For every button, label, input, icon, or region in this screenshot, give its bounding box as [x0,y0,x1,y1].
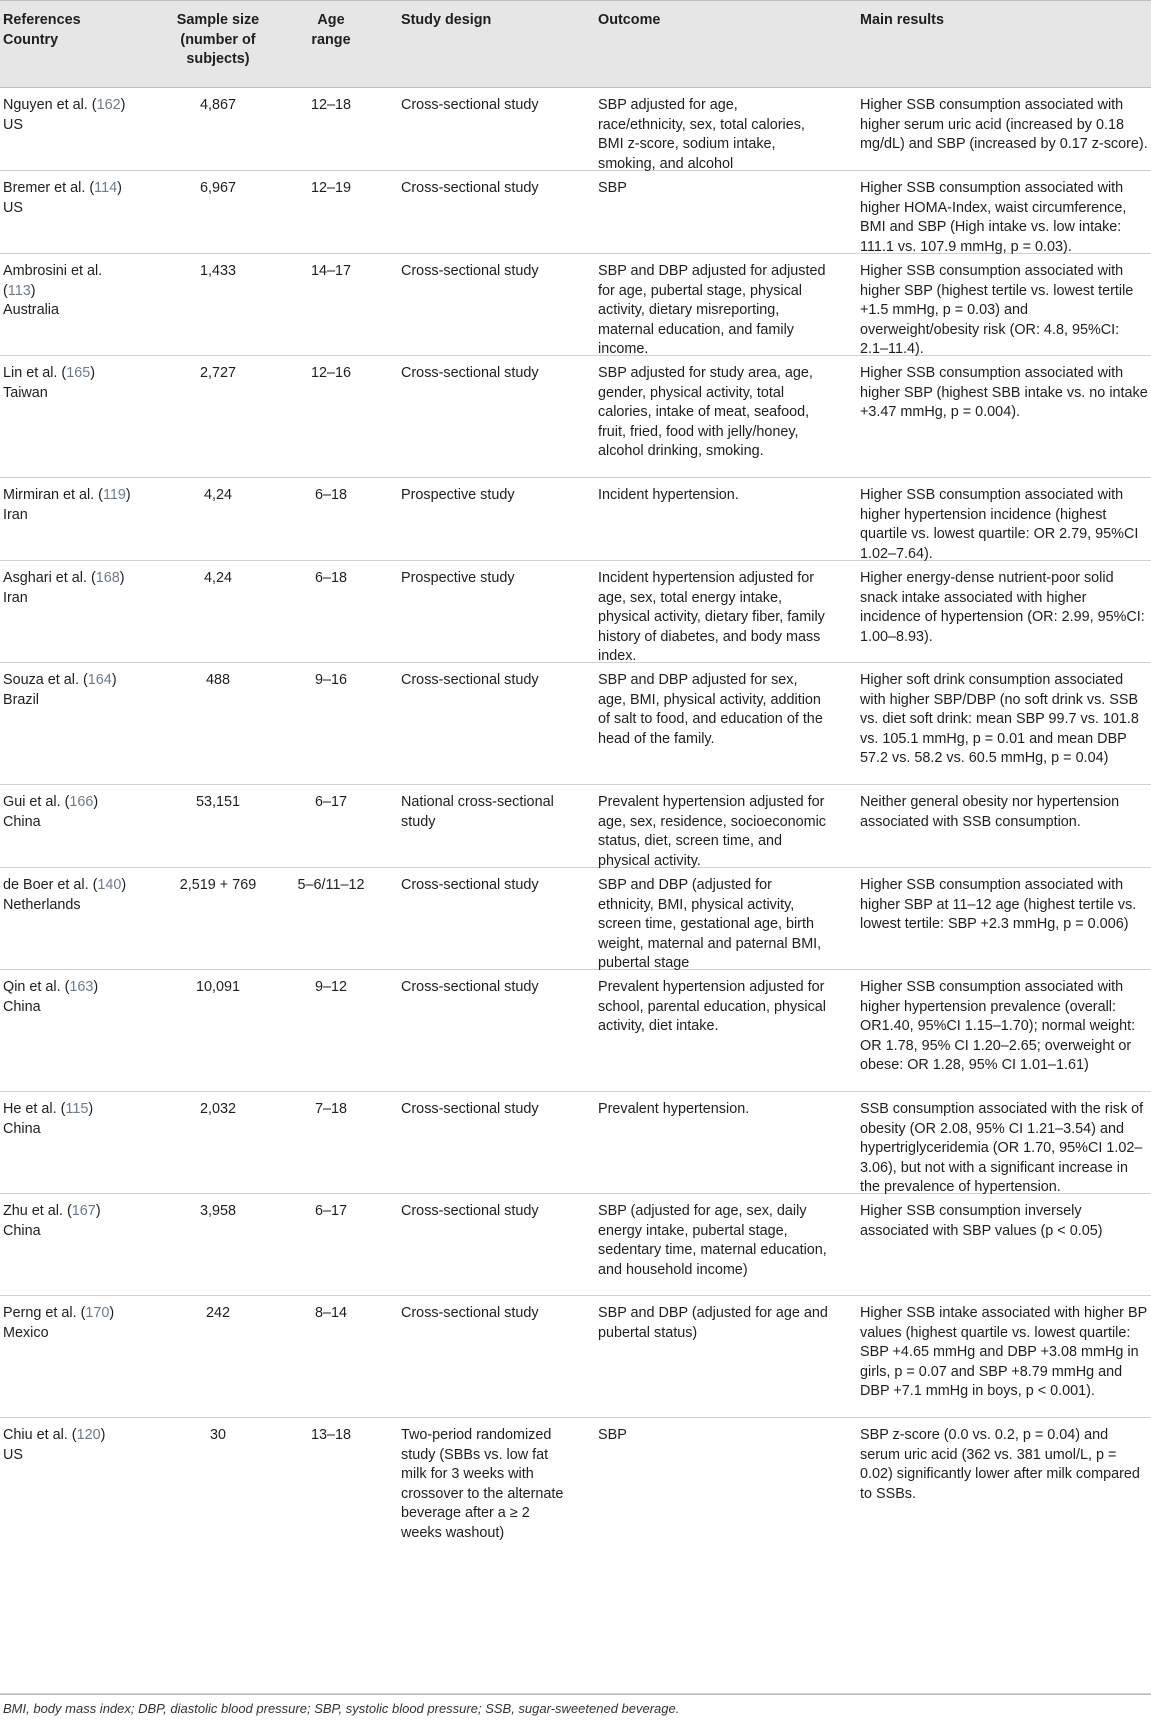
cell-country: China [3,813,41,830]
citation-link[interactable]: 114 [94,180,118,196]
citation-close: ) [93,794,99,810]
cell-outcome: Incident hypertension. [598,487,739,503]
header-age-range: Age range [311,12,351,48]
cell-study-design: Cross-sectional study [401,1203,539,1219]
cell-country: Brazil [3,691,39,708]
table-row [0,1418,1151,1694]
citation-link[interactable]: 115 [65,1101,89,1117]
table-row [0,254,1151,356]
cell-sample-size: 2,032 [199,1101,236,1117]
cell-reference [3,262,133,321]
cell-sample-size: 53,151 [195,794,240,810]
citation-link[interactable]: 165 [66,365,91,381]
citation-close: ) [30,282,36,299]
header-outcome: Outcome [598,12,661,28]
cell-sample-size: 2,727 [199,365,236,381]
cell-main-results: Higher energy-dense nutrient-poor solid snack intake associated with higher incidence of hypertension (OR: 2.99, 95%CI: 1.00–8.93). [860,570,1145,645]
author-name: Gui et al. ( [3,794,70,810]
cell-reference [3,96,133,135]
cell-study-design: Cross-sectional study [401,877,539,893]
citation-link[interactable]: 119 [102,487,126,503]
cell-study-design: Prospective study [401,487,515,503]
table-row [0,1194,1151,1296]
citation-close: ) [90,365,96,381]
author-name: Mirmiran et al. ( [3,487,103,503]
cell-outcome: SBP and DBP adjusted for adjusted for age, pubertal stage, physical activity, dietary misreporting, maternal education, and family income. [598,263,826,357]
author-name: Perng et al. ( [3,1305,86,1321]
reference-author [3,1426,133,1446]
cell-reference [3,671,133,710]
cell-main-results: SSB consumption associated with the risk of obesity (OR 2.08, 95% CI 1.21–3.54) and hypertriglyceridemia (OR 1.70, 95%CI 1.02–3.06), but not with a significant increase in the prevalence of hypertension. [860,1101,1144,1195]
citation-close: ) [95,1203,101,1219]
cell-study-design: Cross-sectional study [401,1101,539,1117]
author-name: Ambrosini et al. ( [3,263,103,299]
author-name: de Boer et al. ( [3,877,98,893]
cell-study-design: Cross-sectional study [401,365,539,381]
cell-main-results: Neither general obesity nor hypertension associated with SSB consumption. [860,794,1120,830]
table-row [0,785,1151,868]
cell-study-design: National cross-sectional study [401,794,554,830]
table-row [0,171,1151,254]
cell-country: China [3,998,41,1015]
cell-reference [3,364,133,403]
header-study-design: Study design [401,12,492,28]
cell-study-design: Two-period randomized study (SBBs vs. low fat milk for 3 weeks with crossover to the alternate beverage after a ≥ 2 weeks washout) [401,1427,564,1541]
cell-age-range: 6–18 [314,487,347,503]
cell-study-design: Cross-sectional study [401,979,539,995]
cell-sample-size: 10,091 [195,979,240,995]
table-row [0,1092,1151,1194]
cell-age-range: 5–6/11–12 [297,877,365,893]
author-name: Asghari et al. ( [3,570,96,586]
cell-outcome: SBP (adjusted for age, sex, daily energy intake, pubertal stage, sedentary time, maternal education, and household income) [598,1203,827,1278]
cell-age-range: 12–18 [310,97,352,113]
author-name: Chiu et al. ( [3,1427,77,1443]
cell-main-results: Higher SSB consumption associated with higher SBP (highest SBB intake vs. no intake +3.47 mmHg, p = 0.004). [860,365,1148,420]
cell-reference [3,978,133,1017]
table-row [0,1296,1151,1418]
citation-link[interactable]: 120 [76,1427,101,1443]
cell-country: Iran [3,506,28,523]
cell-outcome: SBP [598,180,627,196]
table-row [0,663,1151,785]
reference-author [3,486,133,506]
cell-outcome: Prevalent hypertension adjusted for age, sex, residence, socioeconomic status, diet, screen time, and physical activity. [598,794,826,869]
cell-country: US [3,1446,23,1463]
cell-country: US [3,116,23,133]
reference-author [3,1100,133,1120]
reference-author [3,364,133,384]
cell-country: China [3,1222,41,1239]
reference-author [3,96,133,116]
cell-outcome: Prevalent hypertension. [598,1101,750,1117]
citation-close: ) [111,672,117,688]
cell-age-range: 6–17 [314,794,347,810]
citation-link[interactable]: 163 [69,979,94,995]
header-references: References Country [3,12,81,48]
author-name: Souza et al. ( [3,672,88,688]
table-row [0,478,1151,561]
cell-sample-size: 488 [205,672,230,688]
cell-age-range: 13–18 [310,1427,352,1443]
citation-close: ) [93,979,99,995]
reference-author [3,262,133,301]
citation-close: ) [125,487,131,503]
citation-link[interactable]: 113 [7,282,31,299]
cell-country: US [3,199,23,216]
cell-reference [3,486,133,525]
header-main-results: Main results [860,12,944,28]
cell-sample-size: 4,24 [203,487,232,503]
cell-age-range: 8–14 [314,1305,347,1321]
cell-sample-size: 6,967 [199,180,236,196]
cell-reference [3,569,133,608]
cell-study-design: Cross-sectional study [401,263,539,279]
cell-sample-size: 4,24 [203,570,232,586]
cell-main-results: Higher SSB consumption associated with higher hypertension prevalence (overall: OR1.40, 95%CI 1.15–1.70); normal weight: OR 1.78, 95% CI 1.20–2.65; overweight or obese: OR 1.28, 95% CI 1.01–1.61) [860,979,1136,1073]
reference-author [3,671,133,691]
cell-main-results: Higher SSB consumption associated with higher HOMA-Index, waist circumference, BMI and SBP (High intake vs. low intake: 111.1 vs. 107.9 mmHg, p = 0.03). [860,180,1127,255]
author-name: He et al. ( [3,1101,66,1117]
author-name: Lin et al. ( [3,365,67,381]
cell-outcome: SBP and DBP (adjusted for ethnicity, BMI, physical activity, screen time, gestational age, birth weight, maternal and paternal BMI, pubertal stage [598,877,822,971]
reference-author [3,793,133,813]
citation-link[interactable]: 166 [69,794,94,810]
cell-outcome: SBP and DBP adjusted for sex, age, BMI, physical activity, addition of salt to food, and education of the head of the family. [598,672,823,747]
table-row [0,868,1151,970]
citation-close: ) [88,1101,94,1117]
cell-sample-size: 242 [205,1305,230,1321]
cell-main-results: Higher SSB consumption associated with higher SBP at 11–12 age (highest tertile vs. lowest tertile: SBP +2.3 mmHg, p = 0.006) [860,877,1137,932]
cell-main-results: Higher SSB consumption associated with higher hypertension incidence (highest quartile vs. lowest quartile: OR 2.79, 95%CI 1.02–7.64). [860,487,1139,562]
reference-author [3,978,133,998]
author-name: Nguyen et al. ( [3,97,97,113]
table-header [0,0,1151,88]
cell-reference [3,1304,133,1343]
cell-main-results: Higher soft drink consumption associated with higher SBP/DBP (no soft drink vs. SSB vs. diet soft drink: mean SBP 99.7 vs. 101.8 vs. 105.1 mmHg, p = 0.01 and mean DBP 57.2 vs. 58.2 vs. 60.5 mmHg, p = 0.04) [860,672,1139,766]
cell-outcome: SBP [598,1427,627,1443]
cell-study-design: Cross-sectional study [401,180,539,196]
cell-age-range: 12–16 [310,365,352,381]
author-name: Zhu et al. ( [3,1203,72,1219]
cell-country: Mexico [3,1324,49,1341]
header-sample-size: Sample size (number of subjects) [176,12,260,67]
cell-sample-size: 1,433 [199,263,236,279]
reference-author [3,1202,133,1222]
cell-main-results: Higher SSB consumption associated with higher SBP (highest tertile vs. lowest tertile +1.5 mmHg, p = 0.03) and overweight/obesity risk (OR: 4.8, 95%CI: 2.1–11.4). [860,263,1134,357]
cell-age-range: 7–18 [314,1101,347,1117]
table-bottom-rule [0,1694,1151,1695]
cell-main-results: Higher SSB consumption associated with higher serum uric acid (increased by 0.18 mg/dL) and SBP (increased by 0.17 z-score). [860,97,1148,152]
cell-reference [3,1202,133,1241]
citation-link[interactable]: 168 [95,570,120,586]
citation-close: ) [100,1427,106,1443]
citation-link[interactable]: 140 [97,877,122,893]
citation-close: ) [119,570,125,586]
cell-sample-size: 4,867 [199,97,236,113]
cell-age-range: 12–19 [310,180,352,196]
cell-main-results: SBP z-score (0.0 vs. 0.2, p = 0.04) and serum uric acid (362 vs. 381 umol/L, p = 0.02) significantly lower after milk compared to SSBs. [860,1427,1140,1502]
author-name: Bremer et al. ( [3,180,95,196]
table-row [0,970,1151,1092]
cell-age-range: 9–12 [314,979,347,995]
cell-country: Netherlands [3,896,81,913]
citation-close: ) [120,97,126,113]
citation-link[interactable]: 162 [96,97,121,113]
citation-link[interactable]: 170 [85,1305,110,1321]
cell-study-design: Cross-sectional study [401,672,539,688]
cell-study-design: Cross-sectional study [401,1305,539,1321]
citation-link[interactable]: 167 [71,1203,96,1219]
cell-sample-size: 2,519 + 769 [179,877,257,893]
table-footnote: BMI, body mass index; DBP, diastolic blood pressure; SBP, systolic blood pressure; SSB, sugar-sweetened beverage. [3,1701,680,1716]
cell-outcome: SBP adjusted for age, race/ethnicity, sex, total calories, BMI z-score, sodium intake, smoking, and alcohol [598,97,805,172]
cell-country: Iran [3,589,28,606]
cell-main-results: Higher SSB intake associated with higher BP values (highest quartile vs. lowest quartile: SBP +4.65 mmHg and DBP +3.08 mmHg in girls, p = 0.07 and SBP +8.79 mmHg and DBP +7.1 mmHg in boys, p < 0.001). [860,1305,1147,1399]
citation-close: ) [109,1305,115,1321]
citation-close: ) [121,877,127,893]
cell-age-range: 6–17 [314,1203,347,1219]
cell-study-design: Prospective study [401,570,515,586]
cell-reference [3,179,133,218]
cell-age-range: 9–16 [314,672,347,688]
cell-outcome: SBP adjusted for study area, age, gender, physical activity, total calories, intake of meat, seafood, fruit, fried, food with jelly/honey, alcohol drinking, smoking. [598,365,813,459]
cell-reference [3,1100,133,1139]
reference-author [3,876,133,896]
cell-sample-size: 3,958 [199,1203,236,1219]
table-row [0,561,1151,663]
citation-link[interactable]: 164 [87,672,112,688]
cell-age-range: 6–18 [314,570,347,586]
cell-country: China [3,1120,41,1137]
cell-country: Australia [3,302,59,318]
reference-author [3,1304,133,1324]
cell-outcome: Prevalent hypertension adjusted for school, parental education, physical activity, diet intake. [598,979,826,1034]
table-row [0,356,1151,478]
cell-age-range: 14–17 [310,263,352,279]
cell-country: Taiwan [3,384,48,401]
reference-author [3,179,133,199]
cell-reference [3,876,133,915]
author-name: Qin et al. ( [3,979,70,995]
citation-close: ) [117,180,122,196]
cell-study-design: Cross-sectional study [401,97,539,113]
cell-reference [3,793,133,832]
table-row [0,88,1151,171]
cell-outcome: SBP and DBP (adjusted for age and pubertal status) [598,1305,828,1341]
cell-sample-size: 30 [209,1427,226,1443]
cell-reference [3,1426,133,1465]
reference-author [3,569,133,589]
cell-outcome: Incident hypertension adjusted for age, sex, total energy intake, physical activity, dietary fiber, family history of diabetes, and body mass index. [598,570,825,664]
cell-main-results: Higher SSB consumption inversely associated with SBP values (p < 0.05) [860,1203,1103,1239]
